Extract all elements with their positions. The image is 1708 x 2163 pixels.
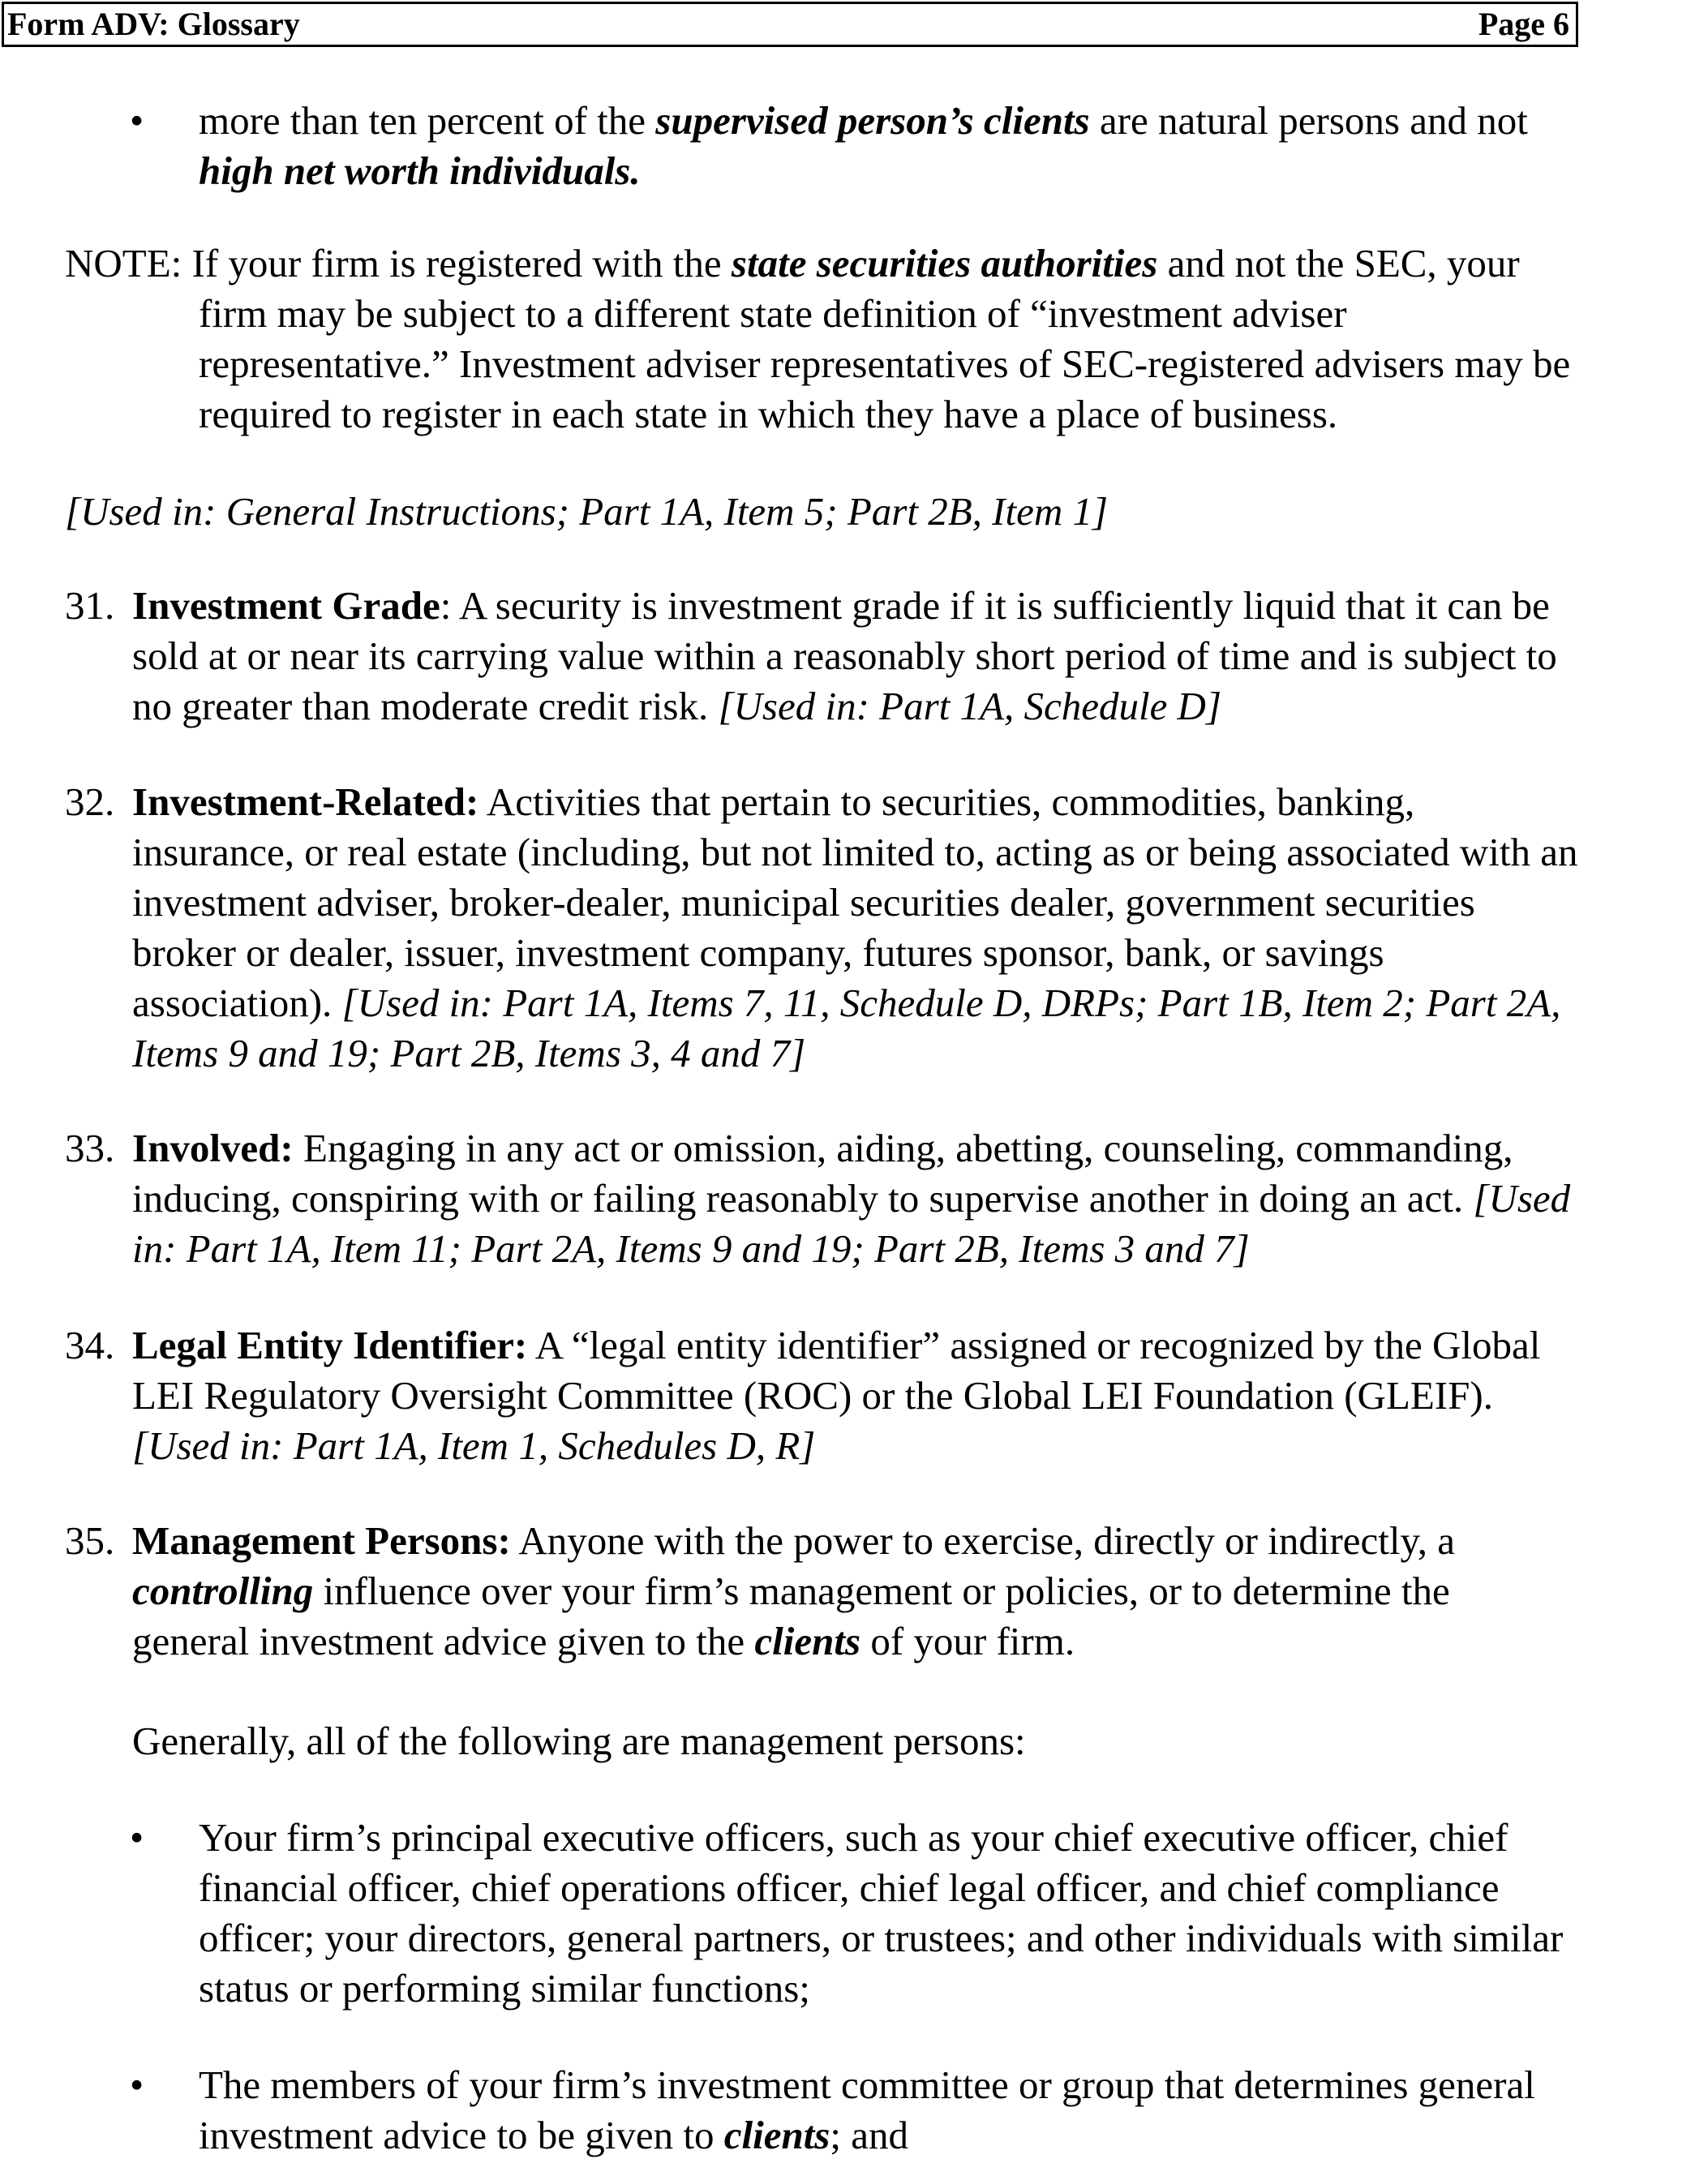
definition-investment-related: Investment-Related: Activities that pertain to securities, commodities, banking, insurance, or real estate (including, but not limited to, acting as or being associated with an investment adviser, broker-dealer, municipal securities dealer, government securities broker or dealer, issuer, investment company, futures sponsor, bank, or savings association). [Used in: Part 1A, Items 7, 11, Schedule D, DRPs; Part 1B, Item 2; Part 2A, Items 9 and 19; Part 2B, Items 3, 4 and 7]	[132, 779, 1578, 1075]
bullet-investment-committee: The members of your firm’s investment committee or group that determines general investment advice to be given to clients; and	[199, 2062, 1535, 2157]
generally-paragraph: Generally, all of the following are management persons:	[132, 1719, 1026, 1763]
bullet-marker: •	[130, 2062, 144, 2107]
header-title: Form ADV: Glossary	[7, 6, 300, 42]
page-number: Page 6	[1478, 6, 1569, 42]
bullet-marker: •	[130, 98, 144, 143]
definition-term: Investment-Related:	[132, 779, 479, 824]
definition-number: 34.	[65, 1323, 115, 1367]
definition-involved: Involved: Engaging in any act or omission, aiding, abetting, counseling, commanding, inducing, conspiring with or failing reasonably to supervise another in doing an act. [Used in: Part 1A, Item 11; Part 2A, Items 9 and 19; Part 2B, Items 3 and 7]	[132, 1126, 1571, 1271]
definition-number: 31.	[65, 583, 115, 628]
definition-term: Investment Grade	[132, 583, 440, 628]
page-header	[2, 2, 1578, 47]
definition-term: Involved:	[132, 1126, 294, 1170]
definition-term: Legal Entity Identifier:	[132, 1323, 528, 1367]
bullet-marker: •	[130, 1815, 144, 1860]
definition-term: Management Persons:	[132, 1518, 511, 1563]
note-block: NOTE: If your firm is registered with the state securities authorities and not the SEC, your firm may be subject to a different state definition of “investment adviser representative.” Investment adviser representatives of SEC-registered advisers may be required to register in each state in which they have a place of business.	[65, 241, 1571, 436]
used-in-reference: [Used in: General Instructions; Part 1A, Item 5; Part 2B, Item 1]	[65, 489, 1109, 534]
definition-legal-entity-identifier: Legal Entity Identifier: A “legal entity identifier” assigned or recognized by the Global LEI Regulatory Oversight Committee (ROC) or the Global LEI Foundation (GLEIF). [Used in: Part 1A, Item 1, Schedules D, R]	[132, 1323, 1541, 1468]
definition-number: 35.	[65, 1518, 115, 1563]
definition-number: 32.	[65, 779, 115, 824]
definition-management-persons: Management Persons: Anyone with the power to exercise, directly or indirectly, a controlling influence over your firm’s management or policies, or to determine the general investment advice given to the clients of your firm.	[132, 1518, 1456, 1663]
bullet-principal-executive-officers: Your firm’s principal executive officers, such as your chief executive officer, chief financial officer, chief operations officer, chief legal officer, and chief compliance officer; your directors, general partners, or trustees; and other individuals with similar status or performing similar functions;	[199, 1815, 1564, 2011]
definition-number: 33.	[65, 1126, 115, 1170]
definition-investment-grade: Investment Grade: A security is investment grade if it is sufficiently liquid that it can be sold at or near its carrying value within a reasonably short period of time and is subject to no greater than moderate credit risk. [Used in: Part 1A, Schedule D]	[132, 583, 1557, 728]
bullet-top-text: more than ten percent of the supervised person’s clients are natural persons and not high net worth individuals.	[199, 98, 1528, 193]
